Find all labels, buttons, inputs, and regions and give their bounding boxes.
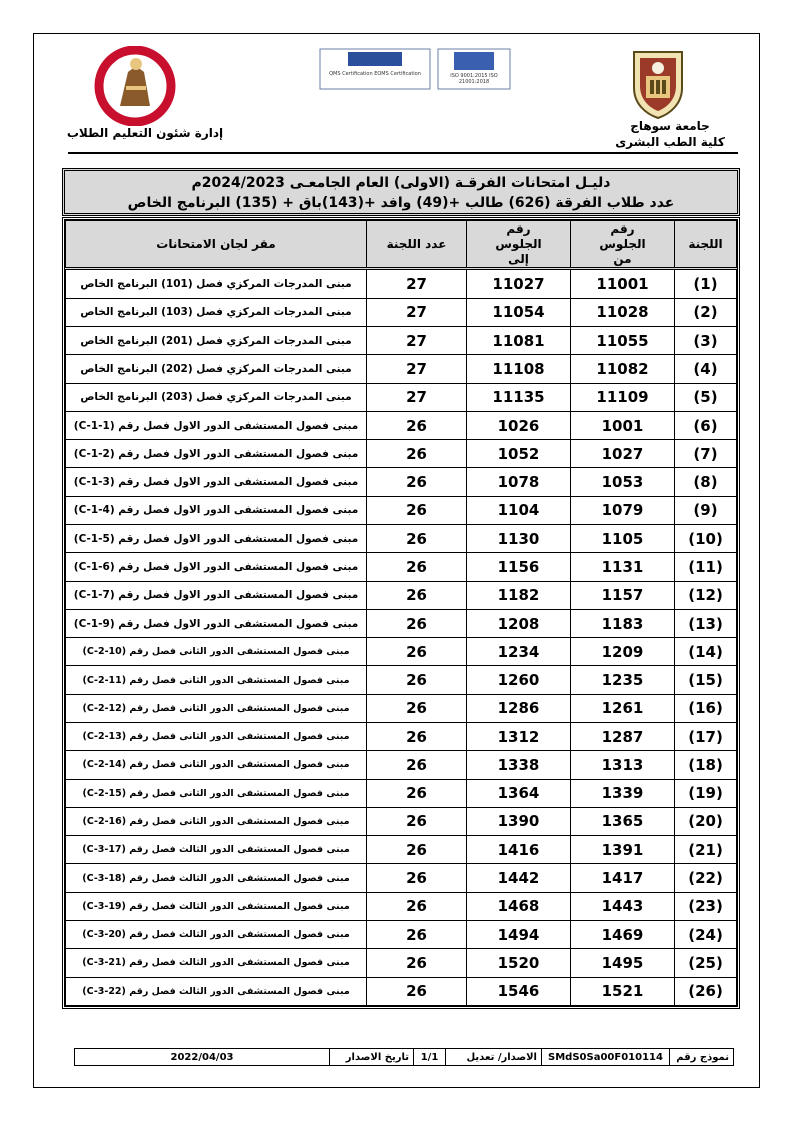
committee-count-cell: 26 <box>367 836 467 864</box>
exam-schedule-table <box>65 220 737 1006</box>
committee-count-cell: 27 <box>367 355 467 383</box>
committee-count-cell: 27 <box>367 383 467 411</box>
committee-number-cell: (14) <box>675 638 737 666</box>
committee-count-cell: 26 <box>367 609 467 637</box>
location-cell: مبنى فصول المستشفى الدور الثالث فصل رقم (C-3-21) <box>66 949 367 977</box>
university-name-block <box>600 118 740 150</box>
seat-from-cell: 1235 <box>571 666 675 694</box>
table-row <box>66 807 737 835</box>
certification-logos <box>318 47 514 91</box>
location-cell: مبنى فصول المستشفى الدور الاول فصل رقم (C-1-2) <box>66 440 367 468</box>
university-crest-icon <box>626 48 690 120</box>
table-header-row <box>66 221 737 269</box>
seat-to-cell: 11081 <box>467 327 571 355</box>
table-row <box>66 920 737 948</box>
committee-number-cell: (5) <box>675 383 737 411</box>
title-line-1: دليـل امتحانات الفرقـة (الاولى) العام الجامعـى 2024/2023م <box>191 175 611 191</box>
seat-from-cell: 1105 <box>571 525 675 553</box>
committee-count-cell: 27 <box>367 327 467 355</box>
seat-from-cell: 1261 <box>571 694 675 722</box>
committee-count-cell: 26 <box>367 638 467 666</box>
seat-to-cell: 1312 <box>467 722 571 750</box>
seat-from-cell: 1521 <box>571 977 675 1005</box>
seat-from-cell: 1157 <box>571 581 675 609</box>
title-box <box>62 168 740 216</box>
committee-number-cell: (25) <box>675 949 737 977</box>
medical-faculty-logo-icon <box>80 46 190 126</box>
header-committee: اللجنة <box>675 221 737 269</box>
header-divider <box>68 152 738 154</box>
table-row <box>66 383 737 411</box>
seat-to-cell: 1546 <box>467 977 571 1005</box>
header-seat-to: رقم الجلوس إلى <box>467 221 571 269</box>
cert-right-text: ISO 9001:2015 ISO 21001:2018 <box>450 73 498 85</box>
seat-to-cell: 1442 <box>467 864 571 892</box>
seat-from-cell: 1027 <box>571 440 675 468</box>
seat-from-cell: 11082 <box>571 355 675 383</box>
location-cell: مبنى فصول المستشفى الدور الثانى فصل رقم (C-2-14) <box>66 751 367 779</box>
location-cell: مبنى فصول المستشفى الدور الاول فصل رقم (C-1-7) <box>66 581 367 609</box>
seat-from-cell: 1417 <box>571 864 675 892</box>
seat-from-cell: 11001 <box>571 269 675 299</box>
footer-date-value: 2022/04/03 <box>75 1049 330 1066</box>
table-row <box>66 892 737 920</box>
location-cell: مبنى فصول المستشفى الدور الثالث فصل رقم (C-3-17) <box>66 836 367 864</box>
seat-from-cell: 1183 <box>571 609 675 637</box>
location-cell: مبنى فصول المستشفى الدور الاول فصل رقم (C-1-1) <box>66 411 367 439</box>
seat-to-cell: 1494 <box>467 920 571 948</box>
committee-number-cell: (21) <box>675 836 737 864</box>
location-cell: مبنى المدرجات المركزي فصل (201) البرنامج الخاص <box>66 327 367 355</box>
location-cell: مبنى المدرجات المركزي فصل (202) البرنامج الخاص <box>66 355 367 383</box>
location-cell: مبنى فصول المستشفى الدور الثانى فصل رقم (C-2-10) <box>66 638 367 666</box>
seat-to-cell: 1234 <box>467 638 571 666</box>
seat-from-cell: 11109 <box>571 383 675 411</box>
location-cell: مبنى فصول المستشفى الدور الاول فصل رقم (C-1-6) <box>66 553 367 581</box>
seat-to-cell: 1286 <box>467 694 571 722</box>
committee-count-cell: 26 <box>367 920 467 948</box>
seat-to-cell: 1104 <box>467 496 571 524</box>
header-location: مقر لجان الامتحانات <box>66 221 367 269</box>
table-row <box>66 694 737 722</box>
table-row <box>66 525 737 553</box>
table-row <box>66 411 737 439</box>
committee-count-cell: 26 <box>367 722 467 750</box>
committee-count-cell: 26 <box>367 411 467 439</box>
committee-count-cell: 26 <box>367 694 467 722</box>
committee-number-cell: (20) <box>675 807 737 835</box>
committee-count-cell: 26 <box>367 666 467 694</box>
seat-from-cell: 1365 <box>571 807 675 835</box>
title-line-2: عدد طلاب الفرقة (626) طالب +(49) وافد +(143)باق + (135) البرنامج الخاص <box>127 195 675 211</box>
committee-count-cell: 26 <box>367 779 467 807</box>
location-cell: مبنى المدرجات المركزي فصل (103) البرنامج الخاص <box>66 298 367 326</box>
exam-schedule-table-wrap <box>62 217 740 1009</box>
table-row <box>66 496 737 524</box>
committee-count-cell: 26 <box>367 807 467 835</box>
seat-from-cell: 1391 <box>571 836 675 864</box>
header-seat-from: رقم الجلوس من <box>571 221 675 269</box>
location-cell: مبنى فصول المستشفى الدور الثالث فصل رقم (C-3-19) <box>66 892 367 920</box>
committee-count-cell: 27 <box>367 269 467 299</box>
table-row <box>66 468 737 496</box>
location-cell: مبنى فصول المستشفى الدور الثانى فصل رقم (C-2-12) <box>66 694 367 722</box>
committee-count-cell: 26 <box>367 525 467 553</box>
committee-count-cell: 26 <box>367 440 467 468</box>
seat-to-cell: 1130 <box>467 525 571 553</box>
table-row <box>66 722 737 750</box>
seat-to-cell: 1052 <box>467 440 571 468</box>
committee-number-cell: (1) <box>675 269 737 299</box>
committee-number-cell: (16) <box>675 694 737 722</box>
committee-number-cell: (13) <box>675 609 737 637</box>
location-cell: مبنى فصول المستشفى الدور الثالث فصل رقم (C-3-18) <box>66 864 367 892</box>
committee-count-cell: 26 <box>367 468 467 496</box>
committee-count-cell: 26 <box>367 864 467 892</box>
footer-date-label: تاريخ الاصدار <box>330 1049 414 1066</box>
faculty-name: كلية الطب البشرى <box>615 135 725 149</box>
committee-count-cell: 27 <box>367 298 467 326</box>
committee-number-cell: (6) <box>675 411 737 439</box>
committee-number-cell: (19) <box>675 779 737 807</box>
table-row <box>66 440 737 468</box>
seat-to-cell: 1260 <box>467 666 571 694</box>
table-row <box>66 949 737 977</box>
committee-count-cell: 26 <box>367 949 467 977</box>
seat-from-cell: 1313 <box>571 751 675 779</box>
seat-from-cell: 1469 <box>571 920 675 948</box>
table-row <box>66 609 737 637</box>
table-row <box>66 779 737 807</box>
seat-to-cell: 1416 <box>467 836 571 864</box>
location-cell: مبنى فصول المستشفى الدور الثانى فصل رقم (C-2-11) <box>66 666 367 694</box>
seat-from-cell: 1079 <box>571 496 675 524</box>
committee-number-cell: (9) <box>675 496 737 524</box>
department-name: إدارة شئون التعليم الطلاب <box>66 126 224 140</box>
committee-number-cell: (11) <box>675 553 737 581</box>
location-cell: مبنى فصول المستشفى الدور الاول فصل رقم (C-1-9) <box>66 609 367 637</box>
table-row <box>66 638 737 666</box>
seat-to-cell: 1520 <box>467 949 571 977</box>
location-cell: مبنى فصول المستشفى الدور الاول فصل رقم (C-1-4) <box>66 496 367 524</box>
seat-from-cell: 1287 <box>571 722 675 750</box>
location-cell: مبنى المدرجات المركزي فصل (203) البرنامج الخاص <box>66 383 367 411</box>
committee-count-cell: 26 <box>367 892 467 920</box>
location-cell: مبنى المدرجات المركزي فصل (101) البرنامج الخاص <box>66 269 367 299</box>
seat-to-cell: 1182 <box>467 581 571 609</box>
table-row <box>66 298 737 326</box>
committee-number-cell: (12) <box>675 581 737 609</box>
seat-to-cell: 11054 <box>467 298 571 326</box>
seat-from-cell: 1131 <box>571 553 675 581</box>
table-row <box>66 836 737 864</box>
committee-number-cell: (8) <box>675 468 737 496</box>
location-cell: مبنى فصول المستشفى الدور الثالث فصل رقم (C-3-20) <box>66 920 367 948</box>
seat-to-cell: 11135 <box>467 383 571 411</box>
footer-form-label: نموذج رقم <box>670 1049 734 1066</box>
committee-number-cell: (4) <box>675 355 737 383</box>
cert-left-text: QMS Certification EOMS Certification <box>329 71 421 77</box>
committee-number-cell: (17) <box>675 722 737 750</box>
seat-to-cell: 1338 <box>467 751 571 779</box>
table-row <box>66 269 737 299</box>
committee-number-cell: (22) <box>675 864 737 892</box>
seat-from-cell: 1339 <box>571 779 675 807</box>
seat-to-cell: 1078 <box>467 468 571 496</box>
seat-to-cell: 11027 <box>467 269 571 299</box>
table-row <box>66 327 737 355</box>
seat-to-cell: 1156 <box>467 553 571 581</box>
seat-to-cell: 11108 <box>467 355 571 383</box>
seat-from-cell: 1053 <box>571 468 675 496</box>
committee-number-cell: (26) <box>675 977 737 1005</box>
table-row <box>66 553 737 581</box>
table-row <box>66 864 737 892</box>
document-footer <box>74 1048 734 1066</box>
table-row <box>66 751 737 779</box>
location-cell: مبنى فصول المستشفى الدور الثالث فصل رقم (C-3-22) <box>66 977 367 1005</box>
footer-version-label: الاصدار/ تعديل <box>446 1049 542 1066</box>
seat-from-cell: 1209 <box>571 638 675 666</box>
committee-number-cell: (3) <box>675 327 737 355</box>
seat-to-cell: 1026 <box>467 411 571 439</box>
table-row <box>66 977 737 1005</box>
location-cell: مبنى فصول المستشفى الدور الاول فصل رقم (C-1-3) <box>66 468 367 496</box>
committee-number-cell: (15) <box>675 666 737 694</box>
table-row <box>66 355 737 383</box>
committee-number-cell: (18) <box>675 751 737 779</box>
committee-number-cell: (23) <box>675 892 737 920</box>
seat-to-cell: 1390 <box>467 807 571 835</box>
committee-count-cell: 26 <box>367 496 467 524</box>
seat-to-cell: 1468 <box>467 892 571 920</box>
seat-to-cell: 1364 <box>467 779 571 807</box>
location-cell: مبنى فصول المستشفى الدور الثانى فصل رقم (C-2-15) <box>66 779 367 807</box>
committee-count-cell: 26 <box>367 977 467 1005</box>
footer-version-value: 1/1 <box>414 1049 446 1066</box>
committee-number-cell: (24) <box>675 920 737 948</box>
location-cell: مبنى فصول المستشفى الدور الاول فصل رقم (C-1-5) <box>66 525 367 553</box>
university-name: جامعة سوهاج <box>630 119 710 133</box>
seat-to-cell: 1208 <box>467 609 571 637</box>
committee-count-cell: 26 <box>367 553 467 581</box>
seat-from-cell: 1495 <box>571 949 675 977</box>
table-row <box>66 666 737 694</box>
location-cell: مبنى فصول المستشفى الدور الثانى فصل رقم (C-2-16) <box>66 807 367 835</box>
seat-from-cell: 11055 <box>571 327 675 355</box>
committee-number-cell: (10) <box>675 525 737 553</box>
seat-from-cell: 1001 <box>571 411 675 439</box>
header-count: عدد اللجنة <box>367 221 467 269</box>
committee-count-cell: 26 <box>367 581 467 609</box>
footer-form-value: SMdS0Sa00F010114 <box>542 1049 670 1066</box>
location-cell: مبنى فصول المستشفى الدور الثانى فصل رقم (C-2-13) <box>66 722 367 750</box>
seat-from-cell: 1443 <box>571 892 675 920</box>
seat-from-cell: 11028 <box>571 298 675 326</box>
committee-number-cell: (2) <box>675 298 737 326</box>
committee-count-cell: 26 <box>367 751 467 779</box>
committee-number-cell: (7) <box>675 440 737 468</box>
table-row <box>66 581 737 609</box>
